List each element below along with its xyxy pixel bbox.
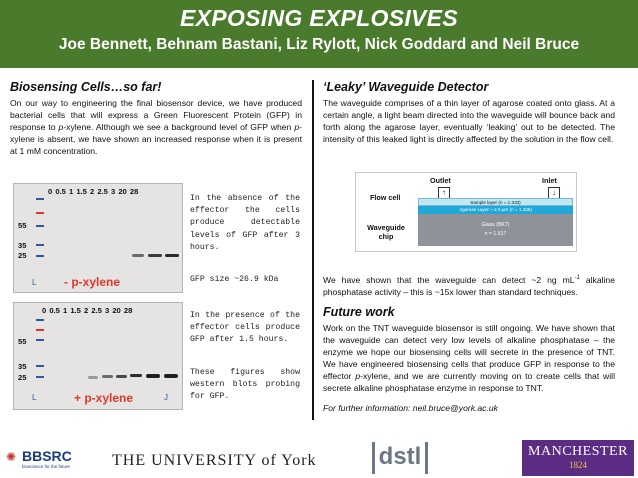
poster-title: EXPOSING EXPLOSIVES	[180, 5, 458, 31]
inlet-label: Inlet	[542, 176, 557, 185]
ladder-mark	[36, 319, 44, 321]
mw-label-35: 35	[18, 362, 27, 371]
outlet-arrow-icon: ↑	[438, 187, 450, 199]
gfp-band	[132, 254, 144, 257]
waveguide-diagram	[355, 172, 577, 252]
gfp-band	[102, 375, 113, 378]
outlet-label: Outlet	[430, 176, 451, 185]
ladder-mark	[36, 212, 44, 214]
dstl-logo: dstl	[372, 442, 428, 474]
glass-substrate: Glass (BK7) n = 1.517	[418, 214, 573, 246]
footer-logos	[0, 438, 638, 478]
ladder-mark	[36, 376, 44, 378]
blot-corner-mark: L	[32, 278, 37, 287]
condition-label-minus: - p-xylene	[64, 275, 121, 289]
western-blot-minus-xylene	[13, 183, 183, 293]
lane-labels: 0 0.5 1 1.5 2 2.5 3 20 28	[42, 306, 133, 315]
bbsrc-logo: ✺ BBSRC bioscience for the future	[6, 448, 72, 469]
blot-note-western: These figures show western blots probing for GFP.	[190, 368, 300, 402]
blot-corner-mark: J	[164, 393, 168, 402]
sample-layer: Sample layer (n = 1.333)	[418, 198, 573, 206]
ladder-mark	[36, 198, 44, 200]
section-heading-future: Future work	[323, 305, 395, 319]
mw-label-55: 55	[18, 221, 27, 230]
gfp-band	[165, 254, 179, 257]
mw-label-25: 25	[18, 373, 27, 382]
lane-labels: 0 0.5 1 1.5 2 2.5 3 20 28	[48, 187, 139, 196]
inlet-arrow-icon: ↓	[548, 187, 560, 199]
ladder-mark	[36, 255, 44, 257]
gfp-band	[164, 374, 178, 378]
ladder-mark	[36, 365, 44, 367]
waveguide-chip-label: Waveguide chip	[367, 223, 405, 241]
flow-cell-label: Flow cell	[370, 193, 401, 202]
author-list: Joe Bennett, Behnam Bastani, Liz Rylott, Nick Goddard and Neil Bruce	[58, 36, 580, 53]
ladder-mark	[36, 225, 44, 227]
condition-label-plus: + p-xylene	[74, 391, 134, 405]
ladder-mark	[36, 244, 44, 246]
right-column	[323, 80, 615, 145]
mw-label-55: 55	[18, 337, 27, 346]
gfp-band	[148, 254, 162, 257]
future-work-paragraph: Work on the TNT waveguide biosensor is still ongoing. We have shown that the waveguide can detect very low levels of alkaline phosphatase – the enzyme we hope our biosensing cells will secrete in the presence of TNT. We have engineered biosensing cells that produce GFP in response to the effector p-xylene, and we are currently moving on to create cells that will secrete alkaline phosphatase enzyme in response to TNT.	[323, 323, 615, 393]
gfp-band	[88, 376, 98, 379]
blot-corner-mark: L	[32, 393, 37, 402]
waveguide-paragraph: The waveguide comprises of a thin layer of agarose coated onto glass. At a certain angle, a light beam directed into the waveguide will bounce back and forth along the agarose layer, eventually ‘leaking’ out to be detected. The intensity of this leaked light is directly affected by the solution in the flow cell.	[323, 98, 615, 144]
gfp-band	[116, 375, 127, 378]
ladder-mark	[36, 329, 44, 331]
blot-note-absence: In the absence of the effector the cells produce detectable levels of GFP after 3 hours.	[190, 194, 300, 252]
gfp-band	[130, 374, 142, 377]
section-heading-biosensing: Biosensing Cells…so far!	[10, 80, 162, 94]
western-blot-plus-xylene	[13, 302, 183, 410]
bbsrc-dots-icon: ✺	[6, 450, 17, 464]
left-column	[10, 80, 302, 157]
header-banner	[0, 0, 638, 68]
agarose-layer: Agarose Layer ~ 2.5 µm (n = 1.335)	[418, 206, 573, 214]
column-divider	[312, 80, 314, 420]
gfp-band	[146, 374, 160, 378]
section-heading-waveguide: ‘Leaky’ Waveguide Detector	[323, 80, 489, 94]
manchester-logo: MANCHESTER 1824	[522, 440, 634, 476]
blot-note-gfp-size: GFP size ~26.9 kDa	[190, 275, 279, 284]
contact-line: For further information: neil.bruce@york.ac.uk	[323, 403, 498, 413]
mw-label-35: 35	[18, 241, 27, 250]
york-logo: THE UNIVERSITY of York	[112, 452, 317, 469]
biosensing-paragraph: On our way to engineering the final biosensor device, we have produced bacterial cells that will express a Green Fluorescent Protein (GFP) in response to p-xylene. Although we see a background level of GFP when p-xylene is absent, we have shown an increased response when it is present at 1 mM concentration.	[10, 98, 302, 156]
detection-result-paragraph: We have shown that the waveguide can detect ~2 ng $mL^{-1}$ alkaline phosphatase activity – this is ~15x lower than standard techniques.	[323, 274, 615, 297]
blot-note-presence: In the presence of the effector cells produce GFP after 1.5 hours.	[190, 311, 300, 345]
future-work-section	[323, 305, 615, 414]
mw-label-25: 25	[18, 251, 27, 260]
ladder-mark	[36, 339, 44, 341]
